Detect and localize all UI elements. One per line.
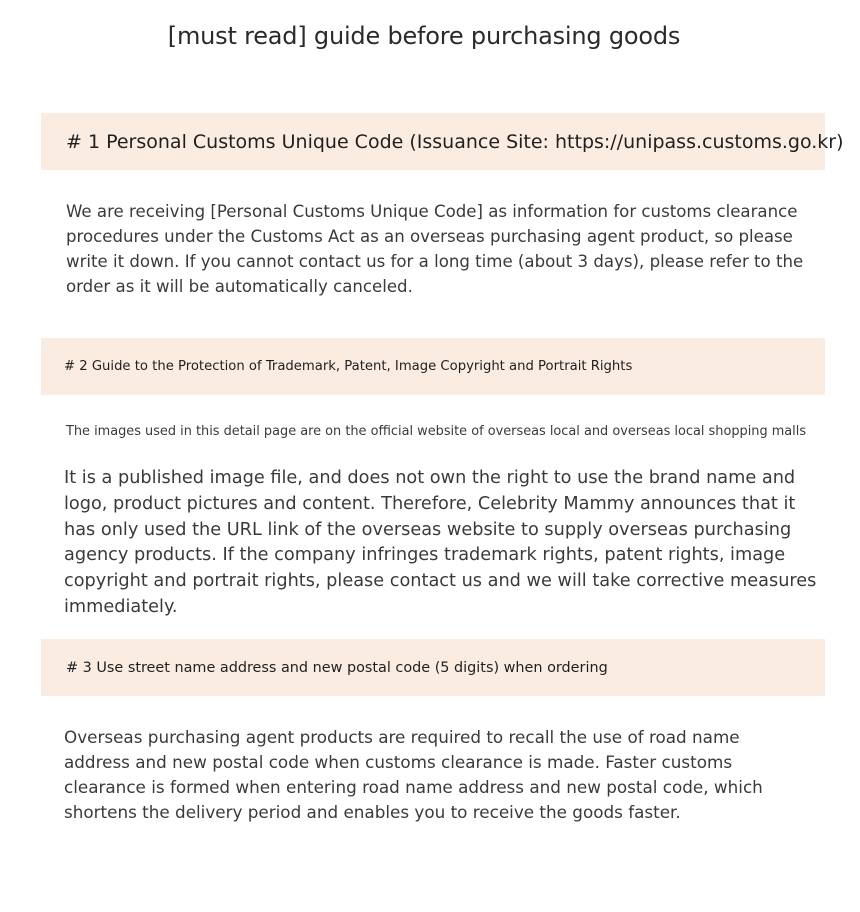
section-3-heading: # 3 Use street name address and new postal code (5 digits) when ordering bbox=[41, 639, 825, 696]
section-2-note: The images used in this detail page are on the official website of overseas local and overseas local shopping malls bbox=[66, 424, 807, 439]
section-3-body: Overseas purchasing agent products are required to recall the use of road name address and new postal code when customs clearance is made. Faster customs clearance is formed when entering road name address and new postal code, which shortens the delivery period and enables you to receive the goods faster. bbox=[64, 727, 763, 822]
page-title: [must read] guide before purchasing goods bbox=[167, 22, 681, 50]
section-2-heading: # 2 Guide to the Protection of Trademark, Patent, Image Copyright and Portrait Rights bbox=[41, 338, 825, 395]
section-1-heading: # 1 Personal Customs Unique Code (Issuance Site: https://unipass.customs.go.kr) bbox=[41, 113, 825, 170]
section-1-body: We are receiving [Personal Customs Unique Code] as information for customs clearance procedures under the Customs Act as an overseas purchasing agent product, so please write it down. If you cannot contact us for a long time (about 3 days), please refer to the order as it will be automatically canceled. bbox=[66, 202, 804, 296]
section-2-body: It is a published image file, and does not own the right to use the brand name and logo, product pictures and content. Therefore, Celebrity Mammy announces that it has only used the URL link of the overseas website to supply overseas purchasing agency products. If the company infringes trademark rights, patent rights, image copyright and portrait rights, please contact us and we will take corrective measures immediately. bbox=[64, 468, 817, 617]
